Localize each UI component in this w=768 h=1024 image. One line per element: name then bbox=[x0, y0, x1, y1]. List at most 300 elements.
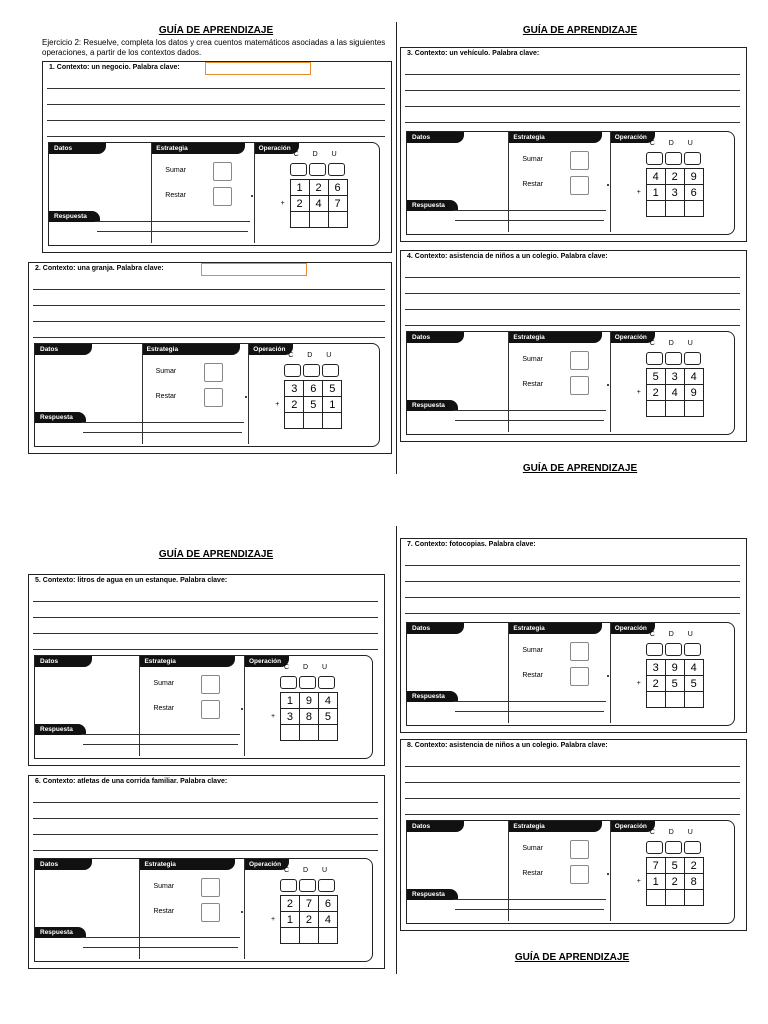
estrategia-tab: Estrategia bbox=[508, 332, 601, 343]
writing-line[interactable] bbox=[33, 289, 385, 290]
writing-line[interactable] bbox=[47, 120, 385, 121]
bottom-digit-cell: 9 bbox=[684, 385, 703, 401]
exercise-card bbox=[28, 775, 385, 969]
bottom-digit-cell: 1 bbox=[323, 397, 342, 413]
column-divider-bottom bbox=[396, 526, 397, 974]
writing-line[interactable] bbox=[405, 814, 740, 815]
carry-box[interactable] bbox=[299, 879, 316, 892]
restar-label: Restar bbox=[153, 705, 175, 712]
operacion-tab: Operación bbox=[244, 859, 289, 870]
restar-checkbox[interactable] bbox=[201, 700, 220, 719]
sumar-checkbox[interactable] bbox=[570, 840, 589, 859]
carry-box[interactable] bbox=[684, 643, 701, 656]
carry-box[interactable] bbox=[646, 152, 663, 165]
result-digit-cell[interactable] bbox=[684, 201, 703, 217]
panel-separator bbox=[248, 344, 249, 444]
plus-sign: + bbox=[275, 401, 280, 408]
respuesta-tab: Respuesta bbox=[35, 724, 86, 735]
sumar-checkbox[interactable] bbox=[570, 642, 589, 661]
datos-tab: Datos bbox=[35, 859, 92, 870]
exercise-title: 6. Contexto: atletas de una corrida familiar. Palabra clave: bbox=[35, 778, 228, 785]
exercise-title: 3. Contexto: un vehículo. Palabra clave: bbox=[407, 50, 540, 57]
operation-grid bbox=[280, 692, 338, 741]
exercise-title: 2. Contexto: una granja. Palabra clave: bbox=[35, 265, 164, 272]
bottom-digit-cell: 3 bbox=[280, 709, 299, 725]
writing-line[interactable] bbox=[33, 649, 378, 650]
panel-separator bbox=[508, 132, 509, 232]
bottom-digit-cell: 3 bbox=[665, 185, 684, 201]
panel-separator bbox=[508, 332, 509, 432]
writing-line[interactable] bbox=[405, 798, 740, 799]
top-digit-cell: 2 bbox=[684, 858, 703, 874]
writing-line[interactable] bbox=[33, 617, 378, 618]
carry-box[interactable] bbox=[665, 643, 682, 656]
exercise-card bbox=[400, 739, 747, 931]
restar-label: Restar bbox=[522, 672, 543, 679]
panel-separator bbox=[508, 623, 509, 723]
operation-grid bbox=[646, 368, 704, 417]
place-value-c: C bbox=[649, 340, 655, 347]
carry-box[interactable] bbox=[684, 352, 701, 365]
carry-box[interactable] bbox=[303, 364, 320, 377]
place-value-u: U bbox=[321, 664, 327, 671]
answer-panel bbox=[34, 858, 373, 962]
writing-line[interactable] bbox=[33, 337, 385, 338]
sumar-checkbox[interactable] bbox=[570, 151, 589, 170]
estrategia-tab: Estrategia bbox=[151, 143, 245, 154]
operation-grid bbox=[646, 857, 704, 906]
carry-box[interactable] bbox=[280, 879, 297, 892]
result-digit-cell[interactable] bbox=[665, 890, 684, 906]
writing-line[interactable] bbox=[405, 277, 740, 278]
top-digit-cell: 6 bbox=[304, 381, 323, 397]
bottom-digit-cell: 1 bbox=[280, 912, 299, 928]
result-digit-cell[interactable] bbox=[318, 725, 337, 741]
place-value-c: C bbox=[283, 867, 289, 874]
writing-line[interactable] bbox=[405, 565, 740, 566]
carry-box[interactable] bbox=[665, 841, 682, 854]
page-heading: GUÍA DE APRENDIZAJE bbox=[158, 549, 274, 560]
respuesta-tab: Respuesta bbox=[49, 211, 100, 222]
writing-line[interactable] bbox=[405, 122, 740, 123]
sumar-label: Sumar bbox=[153, 680, 175, 687]
sumar-label: Sumar bbox=[522, 156, 543, 163]
carry-box[interactable] bbox=[665, 352, 682, 365]
top-digit-cell: 1 bbox=[290, 180, 309, 196]
sumar-checkbox[interactable] bbox=[570, 351, 589, 370]
bottom-digit-cell: 2 bbox=[299, 912, 318, 928]
marker-dot bbox=[245, 396, 247, 398]
place-value-u: U bbox=[687, 340, 693, 347]
place-value-u: U bbox=[321, 867, 327, 874]
bottom-digit-cell: 8 bbox=[684, 874, 703, 890]
writing-line[interactable] bbox=[33, 633, 378, 634]
bottom-digit-cell: 8 bbox=[299, 709, 318, 725]
column-divider-top bbox=[396, 22, 397, 474]
estrategia-tab: Estrategia bbox=[508, 821, 601, 832]
page-heading: GUÍA DE APRENDIZAJE bbox=[522, 463, 638, 474]
respuesta-line[interactable] bbox=[83, 947, 238, 948]
plus-sign: + bbox=[270, 916, 276, 923]
bottom-digit-cell: 2 bbox=[665, 874, 684, 890]
respuesta-line[interactable] bbox=[453, 210, 606, 211]
result-digit-cell[interactable] bbox=[309, 212, 328, 228]
operacion-tab: Operación bbox=[610, 623, 655, 634]
writing-line[interactable] bbox=[405, 325, 740, 326]
operation-grid bbox=[646, 659, 704, 708]
writing-line[interactable] bbox=[405, 581, 740, 582]
writing-line[interactable] bbox=[405, 782, 740, 783]
result-digit-cell[interactable] bbox=[684, 401, 703, 417]
respuesta-tab: Respuesta bbox=[35, 412, 86, 423]
exercise-title: 7. Contexto: fotocopias. Palabra clave: bbox=[407, 541, 536, 548]
top-digit-cell: 7 bbox=[646, 858, 665, 874]
bottom-digit-cell: 1 bbox=[646, 185, 665, 201]
carry-box[interactable] bbox=[318, 676, 335, 689]
top-digit-cell: 1 bbox=[280, 693, 299, 709]
respuesta-tab: Respuesta bbox=[407, 400, 458, 411]
exercise-title: 1. Contexto: un negocio. Palabra clave: bbox=[49, 64, 180, 71]
plus-sign: + bbox=[636, 389, 641, 396]
top-digit-cell: 9 bbox=[299, 693, 318, 709]
result-digit-cell[interactable] bbox=[318, 928, 337, 944]
place-value-d: D bbox=[668, 340, 674, 347]
writing-line[interactable] bbox=[47, 104, 385, 105]
place-value-c: C bbox=[293, 151, 299, 158]
respuesta-tab: Respuesta bbox=[407, 889, 458, 900]
carry-box[interactable] bbox=[280, 676, 297, 689]
restar-checkbox[interactable] bbox=[570, 376, 589, 395]
panel-separator bbox=[254, 143, 255, 243]
marker-dot bbox=[607, 873, 609, 875]
plus-sign: + bbox=[636, 878, 641, 885]
panel-separator bbox=[610, 332, 611, 432]
operacion-tab: Operación bbox=[610, 821, 655, 832]
top-digit-cell: 6 bbox=[328, 180, 347, 196]
place-value-c: C bbox=[649, 829, 655, 836]
bottom-digit-cell: 5 bbox=[665, 676, 684, 692]
operation-grid bbox=[646, 168, 704, 217]
result-digit-cell[interactable] bbox=[285, 413, 304, 429]
datos-tab: Datos bbox=[49, 143, 106, 154]
top-digit-cell: 4 bbox=[684, 660, 703, 676]
place-value-c: C bbox=[649, 631, 655, 638]
respuesta-tab: Respuesta bbox=[407, 691, 458, 702]
place-value-c: C bbox=[649, 140, 655, 147]
sumar-checkbox[interactable] bbox=[213, 162, 232, 181]
place-value-u: U bbox=[331, 151, 337, 158]
carry-box[interactable] bbox=[284, 364, 301, 377]
operacion-tab: Operación bbox=[610, 132, 655, 143]
sumar-label: Sumar bbox=[522, 356, 543, 363]
answer-panel bbox=[34, 655, 373, 759]
operation-grid bbox=[280, 895, 338, 944]
restar-label: Restar bbox=[153, 908, 175, 915]
sumar-label: Sumar bbox=[153, 883, 175, 890]
respuesta-line[interactable] bbox=[97, 231, 248, 232]
page-heading: GUÍA DE APRENDIZAJE bbox=[158, 25, 274, 36]
result-digit-cell[interactable] bbox=[684, 692, 703, 708]
writing-line[interactable] bbox=[33, 834, 378, 835]
bottom-digit-cell: 5 bbox=[318, 709, 337, 725]
panel-separator bbox=[139, 656, 140, 756]
place-value-c: C bbox=[288, 352, 294, 359]
respuesta-line[interactable] bbox=[81, 937, 240, 938]
result-digit-cell[interactable] bbox=[665, 201, 684, 217]
plus-sign: + bbox=[636, 189, 641, 196]
answer-panel bbox=[34, 343, 380, 447]
carry-box[interactable] bbox=[646, 643, 663, 656]
answer-panel bbox=[406, 331, 735, 435]
exercise-instructions: Ejercicio 2: Resuelve, completa los datos y crea cuentos matemáticos asociadas a las siguientes operaciones, a partir de los contextos dados. bbox=[42, 38, 386, 57]
respuesta-line[interactable] bbox=[455, 220, 604, 221]
place-value-d: D bbox=[302, 867, 308, 874]
datos-tab: Datos bbox=[407, 132, 464, 143]
writing-line[interactable] bbox=[33, 818, 378, 819]
estrategia-tab: Estrategia bbox=[142, 344, 240, 355]
result-digit-cell[interactable] bbox=[299, 725, 318, 741]
exercise-card bbox=[400, 47, 747, 242]
carry-box[interactable] bbox=[322, 364, 339, 377]
marker-dot bbox=[607, 184, 609, 186]
operacion-tab: Operación bbox=[254, 143, 299, 154]
carry-box[interactable] bbox=[309, 163, 326, 176]
carry-box[interactable] bbox=[318, 879, 335, 892]
place-value-u: U bbox=[326, 352, 332, 359]
result-digit-cell[interactable] bbox=[299, 928, 318, 944]
sumar-checkbox[interactable] bbox=[204, 363, 223, 382]
estrategia-tab: Estrategia bbox=[508, 132, 601, 143]
respuesta-line[interactable] bbox=[453, 899, 606, 900]
bottom-digit-cell: 2 bbox=[646, 385, 665, 401]
marker-dot bbox=[607, 384, 609, 386]
datos-tab: Datos bbox=[407, 332, 464, 343]
restar-checkbox[interactable] bbox=[570, 667, 589, 686]
carry-box[interactable] bbox=[684, 152, 701, 165]
result-digit-cell[interactable] bbox=[684, 890, 703, 906]
answer-panel bbox=[48, 142, 380, 246]
top-digit-cell: 3 bbox=[665, 369, 684, 385]
operation-grid bbox=[290, 179, 348, 228]
writing-line[interactable] bbox=[33, 305, 385, 306]
writing-line[interactable] bbox=[47, 136, 385, 137]
answer-panel bbox=[406, 622, 735, 726]
bottom-digit-cell: 2 bbox=[285, 397, 304, 413]
top-digit-cell: 3 bbox=[646, 660, 665, 676]
operacion-tab: Operación bbox=[610, 332, 655, 343]
top-digit-cell: 4 bbox=[646, 169, 665, 185]
respuesta-line[interactable] bbox=[83, 432, 242, 433]
respuesta-line[interactable] bbox=[453, 410, 606, 411]
place-value-d: D bbox=[307, 352, 313, 359]
panel-separator bbox=[139, 859, 140, 959]
exercise-title: 5. Contexto: litros de agua en un estanque. Palabra clave: bbox=[35, 577, 228, 584]
writing-line[interactable] bbox=[33, 321, 385, 322]
top-digit-cell: 9 bbox=[665, 660, 684, 676]
bottom-digit-cell: 4 bbox=[665, 385, 684, 401]
bottom-digit-cell: 7 bbox=[328, 196, 347, 212]
top-digit-cell: 4 bbox=[318, 693, 337, 709]
marker-dot bbox=[241, 911, 243, 913]
respuesta-line[interactable] bbox=[95, 221, 250, 222]
restar-checkbox[interactable] bbox=[201, 903, 220, 922]
exercise-card bbox=[400, 538, 747, 733]
place-value-d: D bbox=[668, 140, 674, 147]
answer-panel bbox=[406, 131, 735, 235]
top-digit-cell: 6 bbox=[318, 896, 337, 912]
result-digit-cell[interactable] bbox=[665, 401, 684, 417]
exercise-title: 4. Contexto: asistencia de niños a un colegio. Palabra clave: bbox=[407, 253, 608, 260]
panel-separator bbox=[610, 623, 611, 723]
top-digit-cell: 3 bbox=[285, 381, 304, 397]
exercise-card bbox=[28, 262, 392, 454]
respuesta-line[interactable] bbox=[83, 744, 238, 745]
plus-sign: + bbox=[270, 713, 276, 720]
respuesta-line[interactable] bbox=[453, 701, 606, 702]
panel-separator bbox=[244, 859, 245, 959]
marker-dot bbox=[251, 195, 253, 197]
restar-checkbox[interactable] bbox=[204, 388, 223, 407]
plus-sign: + bbox=[280, 200, 285, 207]
datos-tab: Datos bbox=[35, 344, 92, 355]
writing-line[interactable] bbox=[405, 90, 740, 91]
result-digit-cell[interactable] bbox=[323, 413, 342, 429]
top-digit-cell: 4 bbox=[684, 369, 703, 385]
bottom-digit-cell: 2 bbox=[646, 676, 665, 692]
carry-box[interactable] bbox=[665, 152, 682, 165]
carry-box[interactable] bbox=[684, 841, 701, 854]
writing-line[interactable] bbox=[33, 850, 378, 851]
result-digit-cell[interactable] bbox=[290, 212, 309, 228]
result-digit-cell[interactable] bbox=[646, 201, 665, 217]
place-value-d: D bbox=[312, 151, 318, 158]
result-digit-cell[interactable] bbox=[280, 928, 299, 944]
bottom-digit-cell: 4 bbox=[309, 196, 328, 212]
restar-label: Restar bbox=[155, 393, 177, 400]
top-digit-cell: 7 bbox=[299, 896, 318, 912]
panel-separator bbox=[142, 344, 143, 444]
restar-label: Restar bbox=[165, 192, 186, 199]
respuesta-line[interactable] bbox=[455, 420, 604, 421]
bottom-digit-cell: 5 bbox=[684, 676, 703, 692]
respuesta-tab: Respuesta bbox=[35, 927, 86, 938]
top-digit-cell: 5 bbox=[323, 381, 342, 397]
page-heading: GUÍA DE APRENDIZAJE bbox=[522, 25, 638, 36]
carry-box[interactable] bbox=[646, 841, 663, 854]
page-heading: GUÍA DE APRENDIZAJE bbox=[514, 952, 630, 963]
marker-dot bbox=[607, 675, 609, 677]
result-digit-cell[interactable] bbox=[646, 692, 665, 708]
writing-line[interactable] bbox=[405, 106, 740, 107]
restar-label: Restar bbox=[522, 381, 543, 388]
panel-separator bbox=[610, 132, 611, 232]
bottom-digit-cell: 1 bbox=[646, 874, 665, 890]
datos-tab: Datos bbox=[407, 623, 464, 634]
keyword-field[interactable] bbox=[201, 263, 307, 276]
bottom-digit-cell: 2 bbox=[290, 196, 309, 212]
writing-line[interactable] bbox=[33, 802, 378, 803]
carry-box[interactable] bbox=[646, 352, 663, 365]
respuesta-line[interactable] bbox=[81, 734, 240, 735]
respuesta-line[interactable] bbox=[455, 711, 604, 712]
operation-grid bbox=[284, 380, 342, 429]
place-value-d: D bbox=[668, 631, 674, 638]
result-digit-cell[interactable] bbox=[328, 212, 347, 228]
restar-checkbox[interactable] bbox=[570, 865, 589, 884]
panel-separator bbox=[610, 821, 611, 921]
panel-separator bbox=[508, 821, 509, 921]
top-digit-cell: 5 bbox=[665, 858, 684, 874]
top-digit-cell: 2 bbox=[280, 896, 299, 912]
respuesta-line[interactable] bbox=[81, 422, 244, 423]
place-value-d: D bbox=[668, 829, 674, 836]
carry-box[interactable] bbox=[290, 163, 307, 176]
result-digit-cell[interactable] bbox=[665, 692, 684, 708]
estrategia-tab: Estrategia bbox=[139, 656, 235, 667]
restar-checkbox[interactable] bbox=[570, 176, 589, 195]
respuesta-tab: Respuesta bbox=[407, 200, 458, 211]
writing-line[interactable] bbox=[33, 601, 378, 602]
sumar-checkbox[interactable] bbox=[201, 675, 220, 694]
exercise-card bbox=[400, 250, 747, 442]
exercise-card bbox=[42, 61, 392, 253]
writing-line[interactable] bbox=[405, 766, 740, 767]
datos-tab: Datos bbox=[35, 656, 92, 667]
writing-line[interactable] bbox=[405, 309, 740, 310]
writing-line[interactable] bbox=[405, 293, 740, 294]
sumar-checkbox[interactable] bbox=[201, 878, 220, 897]
carry-box[interactable] bbox=[299, 676, 316, 689]
datos-tab: Datos bbox=[407, 821, 464, 832]
top-digit-cell: 9 bbox=[684, 169, 703, 185]
place-value-c: C bbox=[283, 664, 289, 671]
place-value-u: U bbox=[687, 140, 693, 147]
carry-box[interactable] bbox=[328, 163, 345, 176]
result-digit-cell[interactable] bbox=[304, 413, 323, 429]
place-value-u: U bbox=[687, 829, 693, 836]
respuesta-line[interactable] bbox=[455, 909, 604, 910]
bottom-digit-cell: 6 bbox=[684, 185, 703, 201]
result-digit-cell[interactable] bbox=[646, 401, 665, 417]
sumar-label: Sumar bbox=[522, 845, 543, 852]
place-value-u: U bbox=[687, 631, 693, 638]
answer-panel bbox=[406, 820, 735, 924]
top-digit-cell: 5 bbox=[646, 369, 665, 385]
estrategia-tab: Estrategia bbox=[508, 623, 601, 634]
keyword-field[interactable] bbox=[205, 62, 311, 75]
top-digit-cell: 2 bbox=[665, 169, 684, 185]
marker-dot bbox=[241, 708, 243, 710]
restar-label: Restar bbox=[522, 870, 543, 877]
operacion-tab: Operación bbox=[244, 656, 289, 667]
panel-separator bbox=[244, 656, 245, 756]
sumar-label: Sumar bbox=[155, 368, 177, 375]
plus-sign: + bbox=[636, 680, 641, 687]
writing-line[interactable] bbox=[47, 88, 385, 89]
estrategia-tab: Estrategia bbox=[139, 859, 235, 870]
writing-line[interactable] bbox=[405, 74, 740, 75]
exercise-card bbox=[28, 574, 385, 766]
result-digit-cell[interactable] bbox=[646, 890, 665, 906]
panel-separator bbox=[151, 143, 152, 243]
writing-line[interactable] bbox=[405, 597, 740, 598]
result-digit-cell[interactable] bbox=[280, 725, 299, 741]
place-value-d: D bbox=[302, 664, 308, 671]
writing-line[interactable] bbox=[405, 613, 740, 614]
restar-checkbox[interactable] bbox=[213, 187, 232, 206]
restar-label: Restar bbox=[522, 181, 543, 188]
operacion-tab: Operación bbox=[248, 344, 293, 355]
